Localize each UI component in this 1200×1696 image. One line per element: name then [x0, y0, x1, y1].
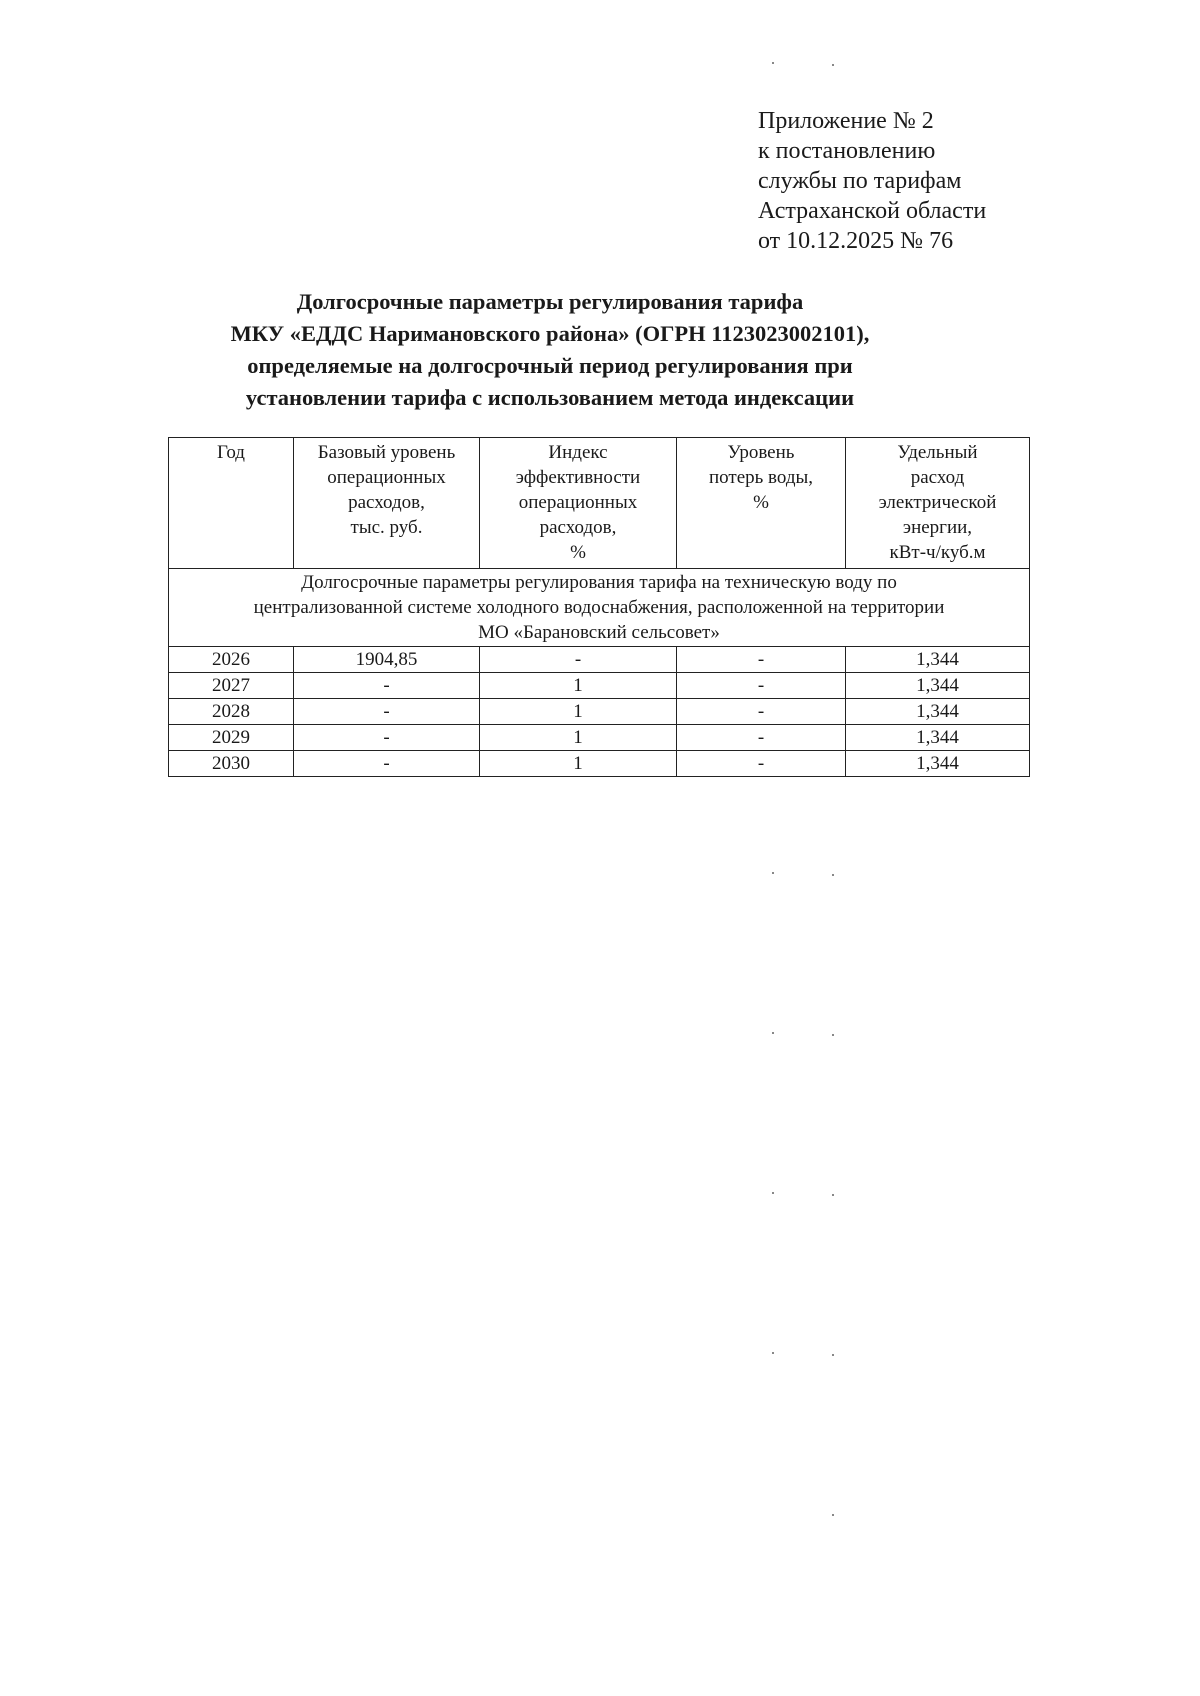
- title-line: Долгосрочные параметры регулирования тарифа: [296, 289, 804, 314]
- scan-speck: [772, 872, 774, 874]
- parameters-table: [168, 437, 1030, 777]
- scan-speck: [772, 1032, 774, 1034]
- cell-energy-consumption: 1,344: [846, 699, 1030, 725]
- table-header-row: [169, 438, 1030, 569]
- header-water-loss: Уровень потерь воды, %: [677, 438, 846, 569]
- cell-base-opex: -: [294, 673, 480, 699]
- scan-speck: [772, 62, 774, 64]
- document-title: [150, 286, 950, 414]
- cell-year: 2029: [169, 725, 294, 751]
- annex-line: Астраханской области: [758, 198, 987, 224]
- header-year: Год: [169, 438, 294, 569]
- cell-base-opex: -: [294, 751, 480, 777]
- scan-speck: [772, 1192, 774, 1194]
- scan-speck: [832, 1034, 834, 1036]
- cell-water-loss: -: [677, 699, 846, 725]
- table-row: [169, 647, 1030, 673]
- cell-year: 2028: [169, 699, 294, 725]
- cell-energy-consumption: 1,344: [846, 751, 1030, 777]
- table-row: [169, 673, 1030, 699]
- annex-reference: [758, 106, 986, 256]
- cell-base-opex: 1904,85: [294, 647, 480, 673]
- table-row: [169, 751, 1030, 777]
- cell-water-loss: -: [677, 673, 846, 699]
- cell-energy-consumption: 1,344: [846, 673, 1030, 699]
- scan-speck: [832, 1354, 834, 1356]
- scan-speck: [832, 874, 834, 876]
- table-row: [169, 725, 1030, 751]
- header-efficiency-index: Индекс эффективности операционных расходов, %: [480, 438, 677, 569]
- cell-year: 2027: [169, 673, 294, 699]
- cell-energy-consumption: 1,344: [846, 647, 1030, 673]
- cell-base-opex: -: [294, 725, 480, 751]
- annex-line: Приложение № 2: [758, 108, 934, 134]
- cell-efficiency-index: 1: [480, 673, 677, 699]
- cell-water-loss: -: [677, 647, 846, 673]
- title-line: МКУ «ЕДДС Наримановского района» (ОГРН 1123023002101),: [230, 321, 870, 346]
- cell-energy-consumption: 1,344: [846, 725, 1030, 751]
- title-line: установлении тарифа с использованием метода индексации: [245, 385, 855, 410]
- table-row: [169, 699, 1030, 725]
- scan-speck: [772, 1352, 774, 1354]
- cell-water-loss: -: [677, 725, 846, 751]
- cell-efficiency-index: 1: [480, 725, 677, 751]
- cell-efficiency-index: -: [480, 647, 677, 673]
- scan-speck: [832, 64, 834, 66]
- cell-efficiency-index: 1: [480, 699, 677, 725]
- title-line: определяемые на долгосрочный период регулирования при: [247, 353, 853, 378]
- section-row: [169, 569, 1030, 647]
- cell-water-loss: -: [677, 751, 846, 777]
- cell-year: 2030: [169, 751, 294, 777]
- annex-line: от 10.12.2025 № 76: [758, 228, 954, 254]
- scan-speck: [832, 1194, 834, 1196]
- header-base-opex: Базовый уровень операционных расходов, тыс. руб.: [294, 438, 480, 569]
- cell-year: 2026: [169, 647, 294, 673]
- annex-line: службы по тарифам: [758, 168, 962, 194]
- header-energy-consumption: Удельный расход электрической энергии, кВт-ч/куб.м: [846, 438, 1030, 569]
- cell-base-opex: -: [294, 699, 480, 725]
- cell-efficiency-index: 1: [480, 751, 677, 777]
- scan-speck: [832, 1514, 834, 1516]
- section-caption: Долгосрочные параметры регулирования тарифа на техническую воду по централизованной системе холодного водоснабжения, расположенной на территории МО «Барановский сельсовет»: [169, 569, 1030, 647]
- annex-line: к постановлению: [758, 138, 936, 164]
